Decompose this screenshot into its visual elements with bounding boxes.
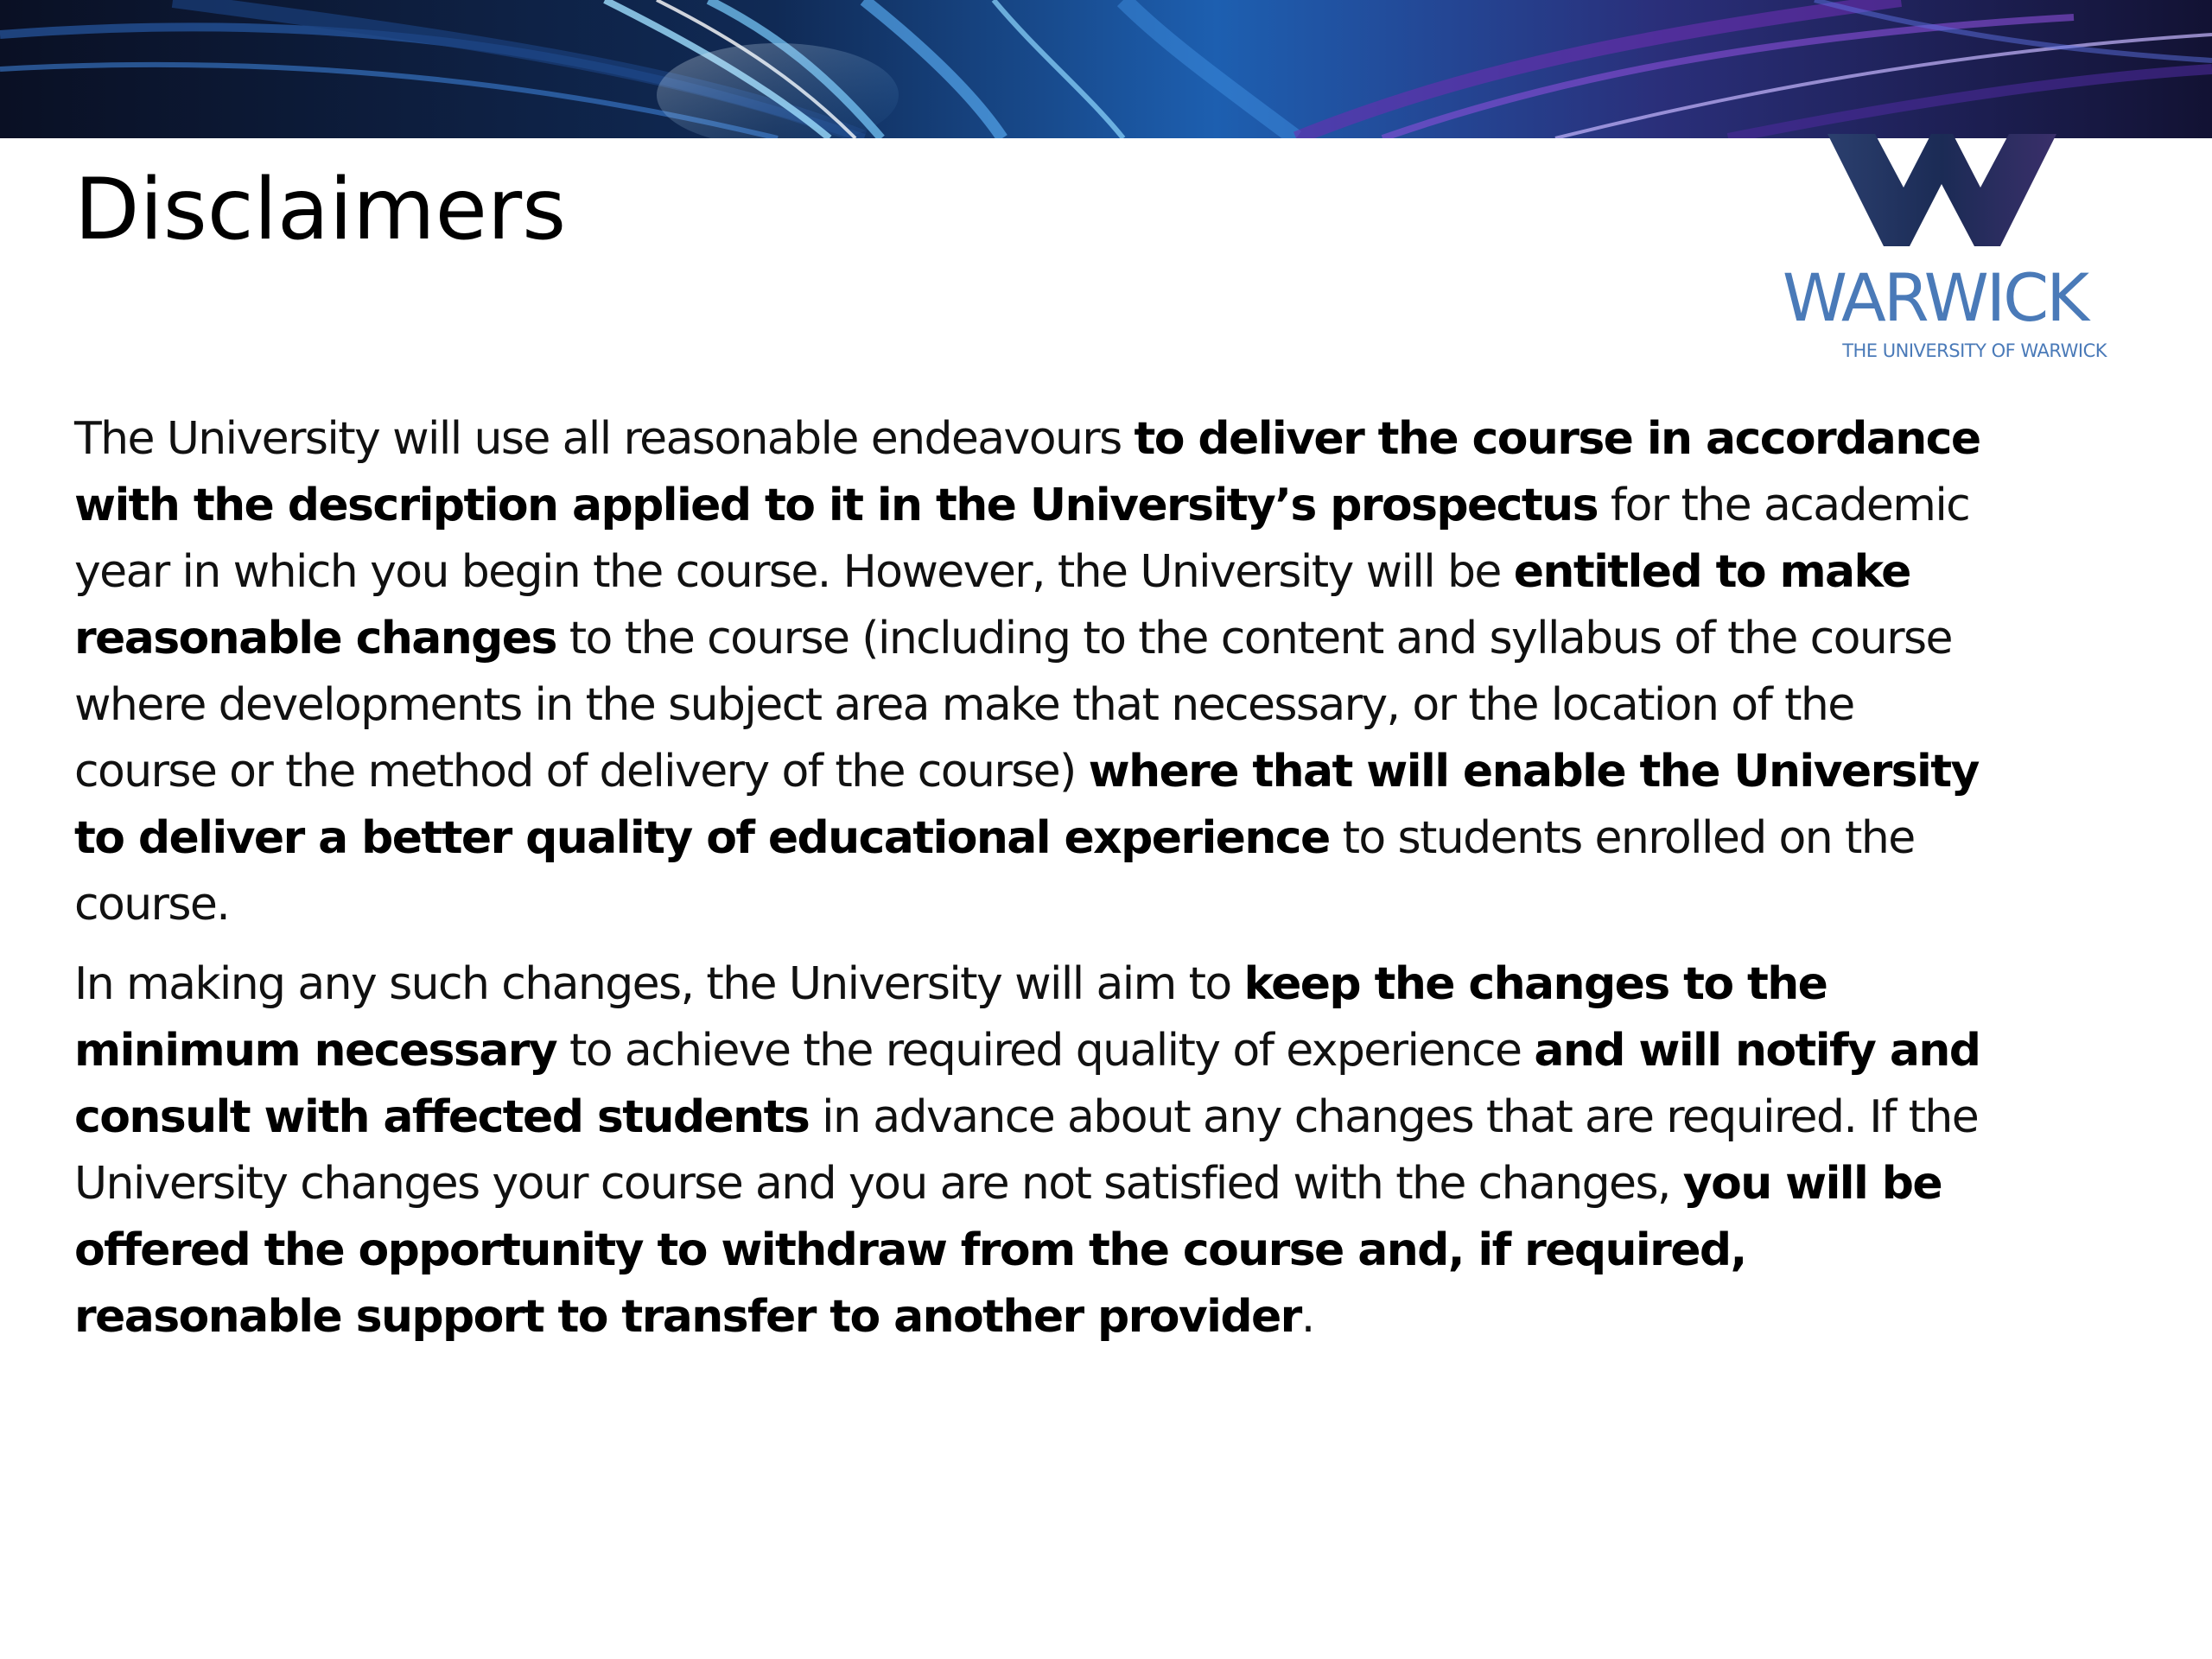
text-run: for the academic year in which you begin the course. However, the University will be [74,480,1970,598]
emphasis-run: and will notify and consult with affected students [74,1025,1980,1143]
warwick-w-icon [1827,134,2056,251]
text-run: In making any such changes, the University will aim to [74,958,1244,1010]
text-run: to the course (including to the content and syllabus of the course where developments in the subject area make that necessary, or the location of the course or the method of delivery of the course) [74,613,1952,798]
logo-wordmark: WARWICK [1782,259,2088,336]
text-run: to achieve the required quality of experience [556,1025,1535,1077]
emphasis-run: keep the changes to the minimum necessary [74,958,1827,1077]
disclaimer-body [74,406,2001,1363]
logo-tagline: THE UNIVERSITY OF WARWICK [1842,340,2107,361]
abstract-light-streaks-icon [0,0,2212,138]
warwick-logo [1763,134,2108,367]
text-run: in advance about any changes that are required. If the University changes your course and you are not satisfied with the changes, [74,1091,1979,1210]
header-banner [0,0,2212,138]
text-run: . [1300,1291,1314,1343]
disclaimer-paragraph-1 [74,406,2001,938]
emphasis-run: to deliver the course in accordance with the description applied to it in the University’s prospectus [74,413,1980,531]
disclaimer-paragraph-2 [74,951,2001,1351]
text-run: to students enrolled on the course. [74,812,1915,931]
slide-title: Disclaimers [74,161,567,259]
text-run: The University will use all reasonable endeavours [74,413,1135,465]
emphasis-run: entitled to make reasonable changes [74,546,1910,664]
emphasis-run: you will be offered the opportunity to withdraw from the course and, if required, reasonable support to transfer to another provider [74,1158,1942,1343]
emphasis-run: where that will enable the University to deliver a better quality of educational experience [74,746,1979,864]
